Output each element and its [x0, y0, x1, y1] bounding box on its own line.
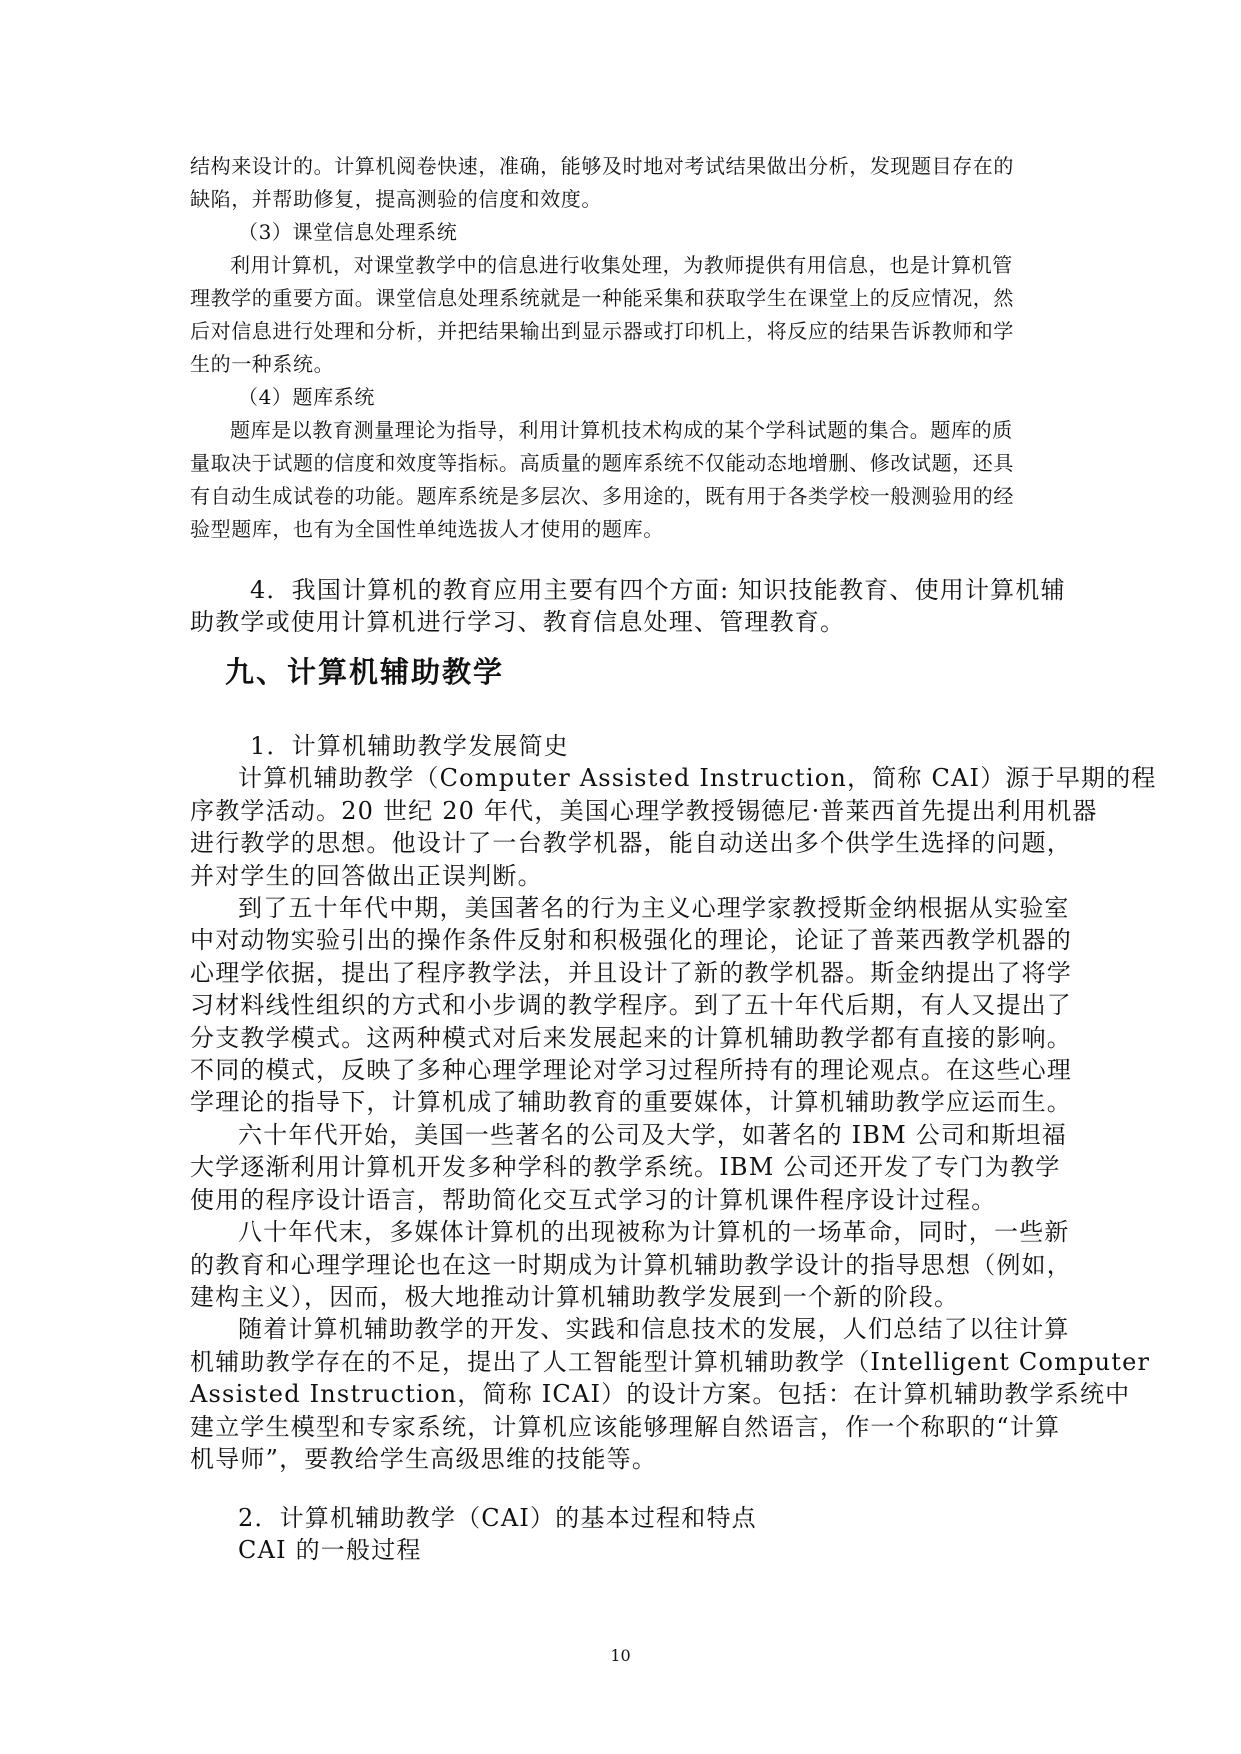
paragraph-line: 分支教学模式。这两种模式对后来发展起来的计算机辅助教学都有直接的影响。 [190, 1023, 1072, 1052]
paragraph-line: 机辅助教学存在的不足，提出了人工智能型计算机辅助教学（Intelligent Computer [190, 1347, 1151, 1376]
subheading-question-bank: （4）题库系统 [238, 385, 375, 409]
paragraph-line: 六十年代开始，美国一些著名的公司及大学，如著名的 IBM 公司和斯坦福 [238, 1120, 1067, 1149]
paragraph-line: 序教学活动。20 世纪 20 年代，美国心理学教授锡德尼·普莱西首先提出利用机器 [190, 796, 1098, 825]
subheading-cai-process: 2．计算机辅助教学（CAI）的基本过程和特点 [238, 1504, 757, 1532]
paragraph-line: 中对动物实验引出的操作条件反射和积极强化的理论，论证了普莱西教学机器的 [190, 926, 1072, 955]
paragraph-line: 使用的程序设计语言，帮助简化交互式学习的计算机课件程序设计过程。 [190, 1185, 997, 1214]
paragraph-line: 建立学生模型和专家系统，计算机应该能够理解自然语言，作一个称职的“计算 [190, 1412, 1061, 1441]
page-number: 10 [610, 1646, 631, 1665]
paragraph-line: 不同的模式，反映了多种心理学理论对学习过程所持有的理论观点。在这些心理 [190, 1056, 1072, 1085]
paragraph-line: 的教育和心理学理论也在这一时期成为计算机辅助教学设计的指导思想（例如， [190, 1250, 1072, 1279]
paragraph-line: 生的一种系统。 [190, 352, 335, 376]
section-heading: 九、计算机辅助教学 [225, 655, 505, 689]
subheading-cai-history: 1．计算机辅助教学发展简史 [250, 732, 569, 760]
paragraph-line: 机导师”，要教给学生高级思维的技能等。 [190, 1444, 658, 1473]
text-block-education-applications [190, 574, 1066, 639]
text-block-systems [190, 150, 1060, 546]
paragraph-line: 建构主义），因而，极大地推动计算机辅助教学发展到一个新的阶段。 [190, 1282, 960, 1311]
paragraph-line: 题库是以教育测量理论为指导，利用计算机技术构成的某个学科试题的集合。题库的质 [230, 418, 1013, 442]
paragraph-line: CAI 的一般过程 [238, 1536, 422, 1565]
paragraph-line: 助教学或使用计算机进行学习、教育信息处理、管理教育。 [190, 608, 846, 637]
paragraph-line: Assisted Instruction，简称 ICAI）的设计方案。包括：在计算机辅助教学系统中 [190, 1380, 1131, 1409]
paragraph-line: 结构来设计的。计算机阅卷快速，准确，能够及时地对考试结果做出分析，发现题目存在的 [190, 154, 1014, 178]
paragraph-line: 大学逐渐利用计算机开发多种学科的教学系统。IBM 公司还开发了专门为教学 [190, 1153, 1061, 1182]
paragraph-line: 理教学的重要方面。课堂信息处理系统就是一种能采集和获取学生在课堂上的反应情况，然 [190, 286, 1014, 310]
paragraph-line: 到了五十年代中期，美国著名的行为主义心理学家教授斯金纳根据从实验室 [238, 894, 1070, 923]
paragraph-line: 量取决于试题的信度和效度等指标。高质量的题库系统不仅能动态地增删、修改试题，还具 [190, 451, 1014, 475]
paragraph-line: 计算机辅助教学（Computer Assisted Instruction，简称 CAI）源于早期的程 [238, 764, 1157, 793]
paragraph-line: 有自动生成试卷的功能。题库系统是多层次、多用途的，既有用于各类学校一般测验用的经 [190, 484, 1014, 508]
paragraph-line: 并对学生的回答做出正误判断。 [190, 861, 543, 890]
text-block-cai-history [190, 730, 1157, 1475]
paragraph-line: 4．我国计算机的教育应用主要有四个方面: 知识技能教育、使用计算机辅 [250, 576, 1066, 604]
paragraph-line: 八十年代末，多媒体计算机的出现被称为计算机的一场革命，同时，一些新 [238, 1218, 1070, 1247]
paragraph-line: 学理论的指导下，计算机成了辅助教育的重要媒体，计算机辅助教学应运而生。 [190, 1088, 1072, 1117]
paragraph-line: 后对信息进行处理和分析，并把结果输出到显示器或打印机上，将反应的结果告诉教师和学 [190, 319, 1014, 343]
paragraph-line: 习材料线性组织的方式和小步调的教学程序。到了五十年代后期，有人又提出了 [190, 991, 1072, 1020]
paragraph-line: 进行教学的思想。他设计了一台教学机器，能自动送出多个供学生选择的问题， [190, 829, 1072, 858]
paragraph-line: 随着计算机辅助教学的开发、实践和信息技术的发展，人们总结了以往计算 [238, 1315, 1070, 1344]
paragraph-line: 缺陷，并帮助修复，提高测验的信度和效度。 [190, 187, 602, 211]
paragraph-line: 利用计算机，对课堂教学中的信息进行收集处理，为教师提供有用信息，也是计算机管 [230, 253, 1013, 277]
paragraph-line: 验型题库，也有为全国性单纯选拔人才使用的题库。 [190, 517, 664, 541]
text-block-cai-process [190, 1502, 1060, 1567]
paragraph-line: 心理学依据，提出了程序教学法，并且设计了新的教学机器。斯金纳提出了将学 [190, 958, 1072, 987]
subheading-classroom-system: （3）课堂信息处理系统 [238, 220, 458, 244]
